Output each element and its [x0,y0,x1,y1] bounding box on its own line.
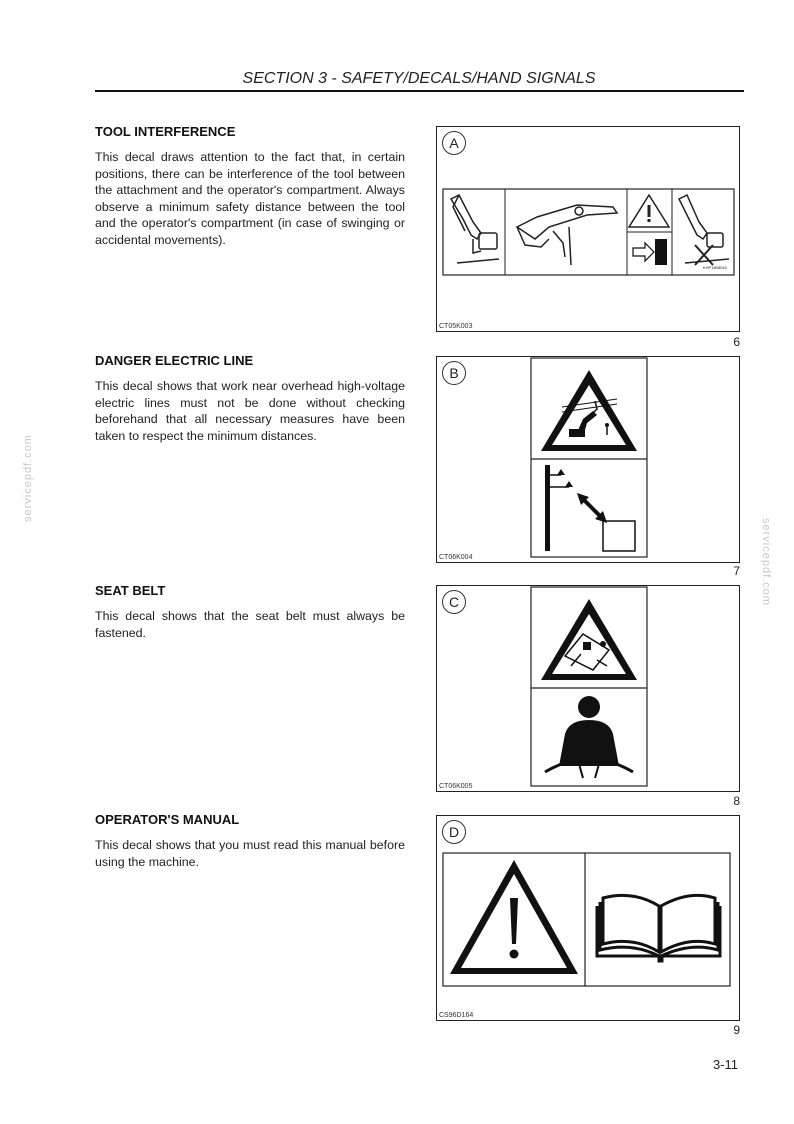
figure-letter: B [442,361,466,385]
figure-a-tool-interference-decal [436,126,740,332]
section-text: This decal shows that you must read this manual before using the machine. [95,838,405,869]
figure-number: 8 [733,794,740,808]
decal-part-number: KHP1808040 [703,265,727,270]
electric-hazard-triangle-icon [541,370,637,451]
open-book-icon [597,895,720,961]
excavator-left-icon [451,195,499,263]
warning-triangle-icon [450,860,578,974]
rollover-hazard-triangle-icon [541,599,637,680]
figure-letter: A [442,131,466,155]
figure-b-electric-line-decal [436,356,740,563]
page-number: 3-11 [712,1057,738,1072]
section-text: This decal draws attention to the fact that, in certain positions, there can be interference of the tool between the attachment and the operator's compartment. Always observe a minimum safety distance between the tool and the operator's compartment (in case of swinging or accidental movements). [95,150,405,247]
excavator-right-icon [679,195,729,265]
figure-code: CT06K005 [439,783,473,790]
figure-letter: D [442,820,466,844]
section-seat-belt [95,583,405,641]
warning-triangle-icon [629,195,669,227]
section-text: This decal shows that work near overhead high-voltage electric lines must not be done without checking beforehand that all necessary measures have been taken to respect the minimum distances. [95,379,405,443]
section-title: DANGER ELECTRIC LINE [95,353,254,368]
figure-d-operators-manual-decal [436,815,740,1021]
figure-letter: C [442,590,466,614]
figure-code: CT06K004 [439,554,473,561]
section-danger-electric-line [95,353,405,444]
figure-code: CS96D164 [439,1012,474,1019]
seat-belt-decal-illustration [437,586,739,791]
section-tool-interference [95,124,405,248]
watermark-right: servicepdf.com [760,518,772,606]
figure-code: CT05K003 [439,323,473,330]
figure-c-seat-belt-decal [436,585,740,792]
section-operators-manual [95,812,405,870]
operators-manual-decal-illustration [437,816,739,1020]
minimum-distance-icon [545,465,635,551]
seat-belt-operator-icon [545,696,633,778]
header-divider [95,90,744,92]
section-title: SEAT BELT [95,583,166,598]
section-text: This decal shows that the seat belt must always be fastened. [95,609,405,640]
figure-number: 6 [733,335,740,349]
section-header-title: SECTION 3 - SAFETY/DECALS/HAND SIGNALS [242,70,596,87]
electric-line-decal-illustration [437,357,739,562]
figure-number: 9 [733,1023,740,1037]
watermark-left: servicepdf.com [22,434,34,522]
figure-number: 7 [733,564,740,578]
boom-and-bucket-icon [517,205,617,265]
section-title: OPERATOR'S MANUAL [95,812,240,827]
arrow-into-box-icon [633,239,667,265]
tool-interference-decal-illustration [437,127,739,331]
section-title: TOOL INTERFERENCE [95,124,236,139]
